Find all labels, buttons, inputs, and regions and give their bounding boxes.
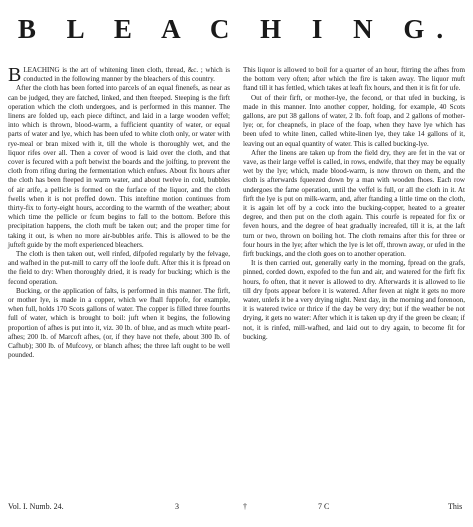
- page-title: B L E A C H I N G.: [17, 14, 456, 44]
- footer-catchword: This: [448, 502, 463, 511]
- left-column: [8, 66, 230, 361]
- paragraph-rinsing: The cloth is then taken out, well rinfed, difpofed regularly by the felvage, and wafhed in the put-mill to carry off the loofe duft. After this it is fpread on the field to dry: When thoroughly dried, it is ready for bucking; which is the fecond operation.: [8, 250, 230, 286]
- footer-page-number: 3: [175, 502, 179, 511]
- right-column: [243, 66, 465, 342]
- paragraph-bucking-lye: Out of their firft, or mother-lye, the fecond, or that ufed in bucking, is made in this manner. Into another copper, holding, for example, 40 Scots gallons, are put 38 gallons of water, 2 lb. foft foap, and 2 gallons of mother-lye; or, for cheapnefs, in place of the foap, when they have lye which has been ufed to white linen, called white-linen lye, they take 14 gallons of it, leaving out an equal quantity of water. This is called bucking-lye.: [243, 93, 465, 148]
- paragraph-field: It is then carried out, generally early in the morning, fpread on the grafs, pinned, corded down, expofed to the fun and air, and watered for the firft fix hours, fo often, that it never is allowed to dry. Afterwards it is allowed to lie till dry fpots appear before it is watered. After feven at night it gets no more water, unlefs it be a very drying night. Next day, in the morning and forenoon, it is watered twice or thrice if the day be very dry; but if the weather be not drying, it gets no water: After which it is taken up dry if the green be clean; if not, it is rinfed, mill-wafhed, and laid out to dry again, to become fit for bucking.: [243, 259, 465, 341]
- footer-dagger: †: [243, 502, 247, 511]
- paragraph-steeping: After the cloth has been forted into parcels of an equal finenefs, as near as can be judged, they are fatched, linked, and then fteeped. Steeping is the firft operation which the cloth undergoes, and is performed in this manner. The linens are folded up, each piece diftinct, and laid in a large wooden veffel; into which is thrown, blood-warm, a fufficient quantity of water, or equal parts of water and lye, which has been ufed to white cloth only, or water with rye-meal or bran mixed with it, till the whole is thoroughly wet, and the liquor rifes over all. Then a cover of wood is laid over the cloth, and that cover is fecured with a poft betwixt the boards and the joifting, to prevent the cloth from rifing during the fermentation which enfues. About fix hours after the cloth has been fteeped in warm water, and about twelve in cold, bubbles of air arife, a pellicle is formed on the furface of the liquor, and the cloth fwells when it is not preffed down. This inteftine motion continues from thirty-fix to forty-eight hours, according to the warmth of the weather; about which time the pellicle or fcum begins to fall to the bottom. Before this precipitation happens, the cloth muft be taken out; and the proper time for taking it out, is when no more air-bubbles arife. This is allowed to be the jufteft guide by the moft experienced bleachers.: [8, 84, 230, 249]
- drop-cap: B: [8, 64, 22, 86]
- paragraph-intro: [8, 66, 230, 84]
- paragraph-text: LEACHING is the art of whitening linen cloth, thread, &c. ; which is conducted in the following manner by the bleachers of this country.: [23, 66, 230, 84]
- paragraph-bucking: Bucking, or the application of falts, is performed in this manner. The firft, or mother lye, is made in a copper, which we fhall fuppofe, for example, when full, holds 170 Scots gallons of water. The copper is filled three fourths full of water, which is brought to boil: juft when it begins, the following proportion of afhes is put into it, viz. 30 lb. of blue, and as much white pearl-afhes; 200 lb. of Marcoft afhes, (or, if they have not thefe, about 300 lb. of Cafhub); 300 lb. of Mufcovy, or blanch afhes; the three laft ought to be well pounded.: [8, 286, 230, 360]
- footer-volume: Vol. I. Numb. 24.: [8, 502, 64, 511]
- footer-signature: 7 C: [318, 502, 330, 511]
- paragraph-liquor: This liquor is allowed to boil for a quarter of an hour, ftirring the afhes from the bottom very often; after which the fire is taken away. The liquor muft ftand till it has fettled, which takes at leaft fix hours, and then it is fit for ufe.: [243, 66, 465, 93]
- paragraph-vat: After the linens are taken up from the field dry, they are fet in the vat or vave, as their large veffel is called, in rows, endwife, that they may be equally wet by the lye; which, made blood-warm, is now thrown on them, and the cloth is afterwards fqueezed down by a man with wooden fhoes. Each row undergoes the fame operation, until the veffel is full, or all the cloth in it. At firft the lye is put on milk-warm, and, after ftanding a little time on the cloth, it is again let off by a cock into the bucking-copper, heated to a greater degree, and then put on the cloth again. This courfe is repeated for fix or feven hours, and the degree of heat gradually increafed, till it is, at the laft turn or two, thrown on boiling hot. The cloth remains after this for three or four hours in the lye; after which the lye is let off, thrown away, or ufed in the firft buckings, and the cloth goes on to another operation.: [243, 148, 465, 259]
